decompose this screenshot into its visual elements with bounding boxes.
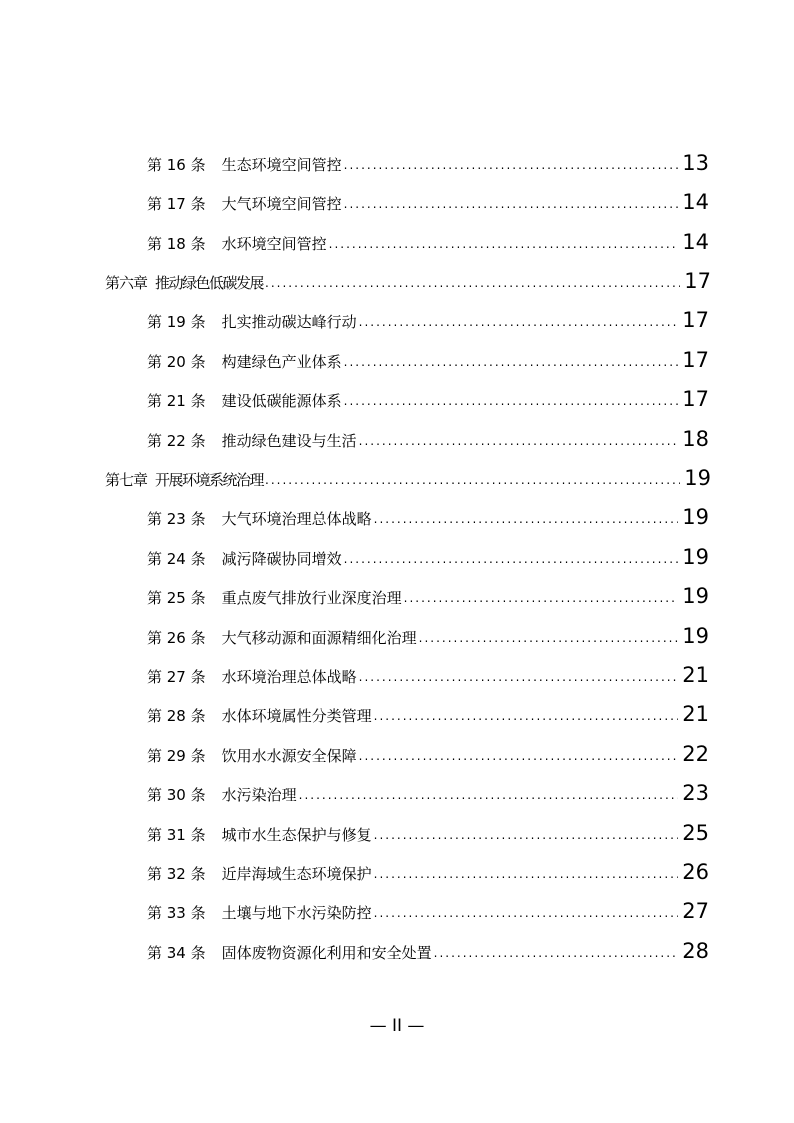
entry-page: 14 (682, 230, 709, 254)
toc-entry[interactable] (147, 657, 709, 687)
entry-title: 大气移动源和面源精细化治理 (221, 629, 417, 647)
entry-page: 19 (682, 505, 709, 529)
toc-entry[interactable] (147, 893, 709, 923)
entry-title: 近岸海域生态环境保护 (221, 865, 372, 883)
toc-entry[interactable] (147, 618, 709, 648)
entry-title: 重点废气排放行业深度治理 (221, 589, 402, 607)
entry-number: 第 18 条 (147, 235, 206, 253)
entry-number: 第 16 条 (147, 156, 206, 174)
dot-leader (374, 903, 679, 923)
entry-title: 大气环境治理总体战略 (221, 510, 372, 528)
dot-leader (374, 825, 679, 845)
entry-page: 14 (682, 190, 709, 214)
entry-title: 水环境空间管控 (221, 235, 327, 253)
entry-page: 25 (682, 821, 709, 845)
entry-title: 水污染治理 (221, 786, 297, 804)
entry-page: 19 (684, 466, 711, 490)
entry-page: 27 (682, 899, 709, 923)
dot-leader (374, 706, 679, 726)
toc-entry[interactable] (147, 775, 709, 805)
toc-entry[interactable] (147, 381, 709, 411)
dot-leader (344, 391, 679, 411)
entry-number: 第 21 条 (147, 392, 206, 410)
dot-leader (344, 352, 679, 372)
entry-number: 第 33 条 (147, 904, 206, 922)
entry-title: 固体废物资源化利用和安全处置 (221, 944, 432, 962)
entry-title: 大气环境空间管控 (221, 195, 342, 213)
entry-page: 17 (684, 269, 711, 293)
entry-title: 构建绿色产业体系 (221, 353, 342, 371)
entry-page: 13 (682, 151, 709, 175)
entry-page: 17 (682, 387, 709, 411)
entry-page: 26 (682, 860, 709, 884)
dot-leader (299, 785, 679, 805)
chapter-title: 推动绿色低碳发展 (155, 274, 264, 292)
entry-title: 城市水生态保护与修复 (221, 826, 372, 844)
toc-entry[interactable] (147, 184, 709, 214)
toc-entry[interactable] (147, 578, 709, 608)
entry-title: 生态环境空间管控 (221, 156, 342, 174)
entry-number: 第 26 条 (147, 629, 206, 647)
entry-title: 饮用水水源安全保障 (221, 747, 357, 765)
entry-number: 第 34 条 (147, 944, 206, 962)
entry-number: 第 31 条 (147, 826, 206, 844)
toc-entry[interactable] (147, 224, 709, 254)
toc-entry[interactable] (147, 499, 709, 529)
entry-page: 19 (682, 624, 709, 648)
entry-title: 扎实推动碳达峰行动 (221, 313, 357, 331)
entry-title: 水环境治理总体战略 (221, 668, 357, 686)
toc-entry[interactable] (147, 302, 709, 332)
entry-number: 第 22 条 (147, 432, 206, 450)
entry-page: 17 (682, 348, 709, 372)
entry-page: 21 (682, 702, 709, 726)
toc-entry[interactable] (147, 933, 709, 963)
entry-number: 第 27 条 (147, 668, 206, 686)
entry-title: 建设低碳能源体系 (221, 392, 342, 410)
chapter-title: 开展环境系统治理 (155, 471, 264, 489)
toc-chapter[interactable] (105, 263, 711, 293)
toc-entry[interactable] (147, 736, 709, 766)
entry-title: 推动绿色建设与生活 (221, 432, 357, 450)
entry-number: 第 30 条 (147, 786, 206, 804)
entry-page: 19 (682, 584, 709, 608)
entry-number: 第 23 条 (147, 510, 206, 528)
dot-leader (359, 746, 679, 766)
dot-leader (374, 864, 679, 884)
page-number-footer: — II — (369, 1016, 425, 1036)
dot-leader (329, 234, 679, 254)
entry-page: 17 (682, 308, 709, 332)
dot-leader (344, 155, 679, 175)
entry-title: 水体环境属性分类管理 (221, 707, 372, 725)
chapter-number: 第七章 (105, 471, 148, 489)
dot-leader (265, 273, 680, 293)
entry-page: 18 (682, 427, 709, 451)
entry-page: 22 (682, 742, 709, 766)
dot-leader (359, 667, 679, 687)
entry-number: 第 17 条 (147, 195, 206, 213)
entry-number: 第 24 条 (147, 550, 206, 568)
toc-entry[interactable] (147, 539, 709, 569)
toc-entry[interactable] (147, 145, 709, 175)
entry-page: 21 (682, 663, 709, 687)
dot-leader (404, 588, 679, 608)
entry-number: 第 20 条 (147, 353, 206, 371)
chapter-number: 第六章 (105, 274, 148, 292)
entry-number: 第 32 条 (147, 865, 206, 883)
toc-entry[interactable] (147, 342, 709, 372)
entry-number: 第 25 条 (147, 589, 206, 607)
dot-leader (374, 509, 679, 529)
entry-title: 土壤与地下水污染防控 (221, 904, 372, 922)
toc-chapter[interactable] (105, 460, 711, 490)
toc-entry[interactable] (147, 696, 709, 726)
entry-page: 19 (682, 545, 709, 569)
dot-leader (419, 628, 679, 648)
entry-page: 23 (682, 781, 709, 805)
dot-leader (344, 194, 679, 214)
dot-leader (344, 549, 679, 569)
dot-leader (265, 470, 680, 490)
toc-entry[interactable] (147, 854, 709, 884)
entry-number: 第 28 条 (147, 707, 206, 725)
entry-title: 减污降碳协同增效 (221, 550, 342, 568)
entry-number: 第 29 条 (147, 747, 206, 765)
dot-leader (434, 943, 679, 963)
entry-page: 28 (682, 939, 709, 963)
toc-entry[interactable] (147, 421, 709, 451)
dot-leader (359, 312, 679, 332)
dot-leader (359, 431, 679, 451)
entry-number: 第 19 条 (147, 313, 206, 331)
toc-entry[interactable] (147, 815, 709, 845)
